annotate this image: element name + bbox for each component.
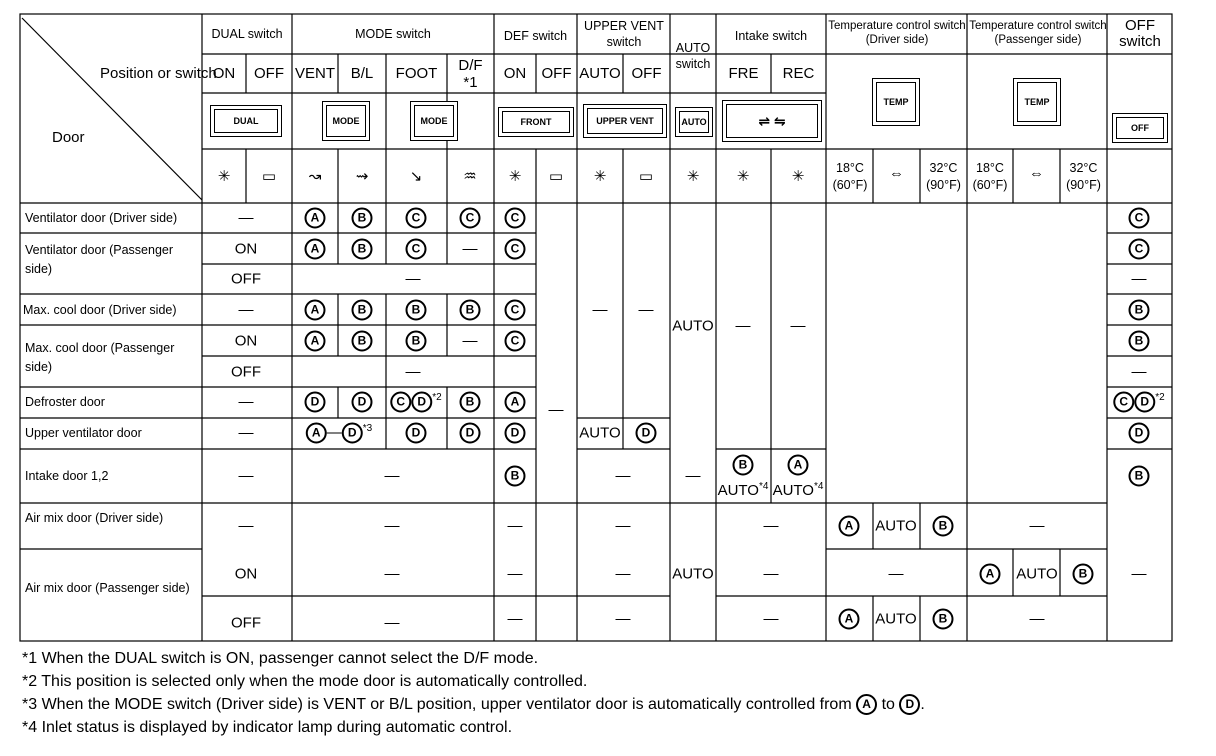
cell-value: — <box>1131 270 1147 288</box>
cell-value: — <box>638 301 654 319</box>
temp-driver-high: 32°C <box>929 161 958 175</box>
temp-driver-arrow: ⇔ <box>889 165 904 182</box>
door-position-marker: C <box>1113 392 1134 413</box>
off-switch-header: OFF switch <box>1119 17 1161 50</box>
door-position-marker: C <box>406 239 427 260</box>
door-position-marker: C <box>390 392 411 413</box>
cell-value: — <box>1029 517 1045 535</box>
door-position-marker: C <box>1129 239 1150 260</box>
cell-value: — <box>615 565 631 583</box>
door-position-marker: D <box>460 423 481 444</box>
door-position-marker: B <box>406 300 427 321</box>
door-position-marker: B <box>406 331 427 352</box>
door-position-marker: B <box>460 392 481 413</box>
rec-indicator-icon: ✳ <box>791 168 805 185</box>
footnote-3-to: D <box>899 694 920 715</box>
cell-value: — <box>507 610 523 628</box>
upper-vent-mode-cell <box>306 423 372 444</box>
door-position-marker: B <box>352 331 373 352</box>
cell-value: — <box>326 423 342 441</box>
door-position-marker: B <box>352 239 373 260</box>
temp-pass-arrow: ⇔ <box>1029 165 1044 182</box>
cell-value: AUTO <box>772 482 814 499</box>
row-vent-driver: Ventilator door (Driver side) <box>25 211 178 225</box>
mode-switch-button-2: MODE <box>410 101 458 141</box>
door-position-marker: D <box>1129 423 1150 444</box>
footnote-ref: *2 <box>432 391 442 403</box>
cell-value: — <box>462 332 478 350</box>
front-def-switch-button: FRONT <box>498 107 574 137</box>
door-position-marker: A <box>788 455 809 476</box>
def-on-indicator-icon: ✳ <box>508 168 522 185</box>
cell-value: — <box>384 467 400 485</box>
pos-dual-off: OFF <box>254 65 284 82</box>
mode-switch-header: MODE switch <box>355 27 431 41</box>
cell-value: — <box>384 517 400 535</box>
cell-value: — <box>763 565 779 583</box>
footnote-2: *2 This position is selected only when the mode door is automatically controlled. <box>22 673 588 690</box>
door-position-marker: B <box>1129 466 1150 487</box>
cell-value: — <box>238 467 254 485</box>
pos-dual-on: ON <box>212 65 236 82</box>
cell-value: AUTO <box>672 565 714 583</box>
door-position-marker: D <box>1134 392 1155 413</box>
cell-value: — <box>685 467 701 485</box>
cell-value: — <box>615 467 631 485</box>
cell-value: ON <box>234 332 258 350</box>
cell-value: — <box>615 610 631 628</box>
door-position-marker: C <box>460 208 481 229</box>
door-position-marker: A <box>305 300 326 321</box>
door-position-marker: A <box>980 564 1001 585</box>
cell-value: AUTO <box>875 610 917 628</box>
temp-pass-low-f: (60°F) <box>972 178 1008 192</box>
door-position-marker: D <box>636 423 657 444</box>
intake-switch-header: Intake switch <box>734 29 808 43</box>
door-position-marker: B <box>460 300 481 321</box>
pos-uv-auto: AUTO <box>579 65 621 82</box>
footnote-ref: *3 <box>362 422 373 434</box>
cell-value: — <box>238 301 254 319</box>
cell-value: OFF <box>231 614 261 632</box>
fre-indicator-icon: ✳ <box>736 168 750 185</box>
door-position-marker: C <box>406 208 427 229</box>
temp-driver-low-f: (60°F) <box>832 178 868 192</box>
temp-driver-high-f: (90°F) <box>926 178 961 192</box>
footnote-3-to-word: to <box>881 696 895 713</box>
cell-value: ON <box>234 565 258 583</box>
row-intake: Intake door 1,2 <box>25 469 109 483</box>
door-position-marker: C <box>1129 208 1150 229</box>
cell-value: — <box>888 565 904 583</box>
defroster-foot-cell <box>390 392 441 413</box>
temp-pass-high-f: (90°F) <box>1066 178 1101 192</box>
cell-value: ON <box>234 240 258 258</box>
upper-vent-switch-button: UPPER VENT <box>583 104 667 138</box>
door-position-marker: C <box>505 208 526 229</box>
vent-mode-icon: ↝ <box>308 168 322 185</box>
footnote-4: *4 Inlet status is displayed by indicator lamp during automatic control. <box>22 719 513 736</box>
row-airmix-driver: Air mix door (Driver side) <box>25 511 164 525</box>
temp-driver-low: 18°C <box>836 161 864 175</box>
def-off-indicator-icon: ▭ <box>548 168 564 185</box>
cell-value: — <box>507 517 523 535</box>
footnote-3-text: *3 When the MODE switch (Driver side) is VENT or B/L position, upper ventilator door is automatically controlled from <box>22 696 852 713</box>
auto-switch-header: AUTO switch <box>675 41 711 71</box>
temp-driver-header: Temperature control switch (Driver side) <box>828 20 966 46</box>
cell-value: — <box>763 517 779 535</box>
cell-value: — <box>507 565 523 583</box>
door-position-marker: B <box>933 516 954 537</box>
cell-value: — <box>548 401 564 419</box>
door-position-marker: A <box>306 423 327 444</box>
door-position-marker: B <box>1129 331 1150 352</box>
door-position-marker: B <box>1073 564 1094 585</box>
cell-value: — <box>735 317 751 335</box>
door-position-marker: A <box>839 516 860 537</box>
cell-value: — <box>1131 363 1147 381</box>
door-position-marker: A <box>305 331 326 352</box>
footnote-ref: *4 <box>813 481 824 492</box>
door-position-marker: A <box>305 208 326 229</box>
cell-value: — <box>592 301 608 319</box>
door-position-marker: D <box>406 423 427 444</box>
cell-value: AUTO <box>579 424 621 442</box>
door-position-marker: D <box>352 392 373 413</box>
door-position-marker: B <box>933 609 954 630</box>
door-position-marker: D <box>411 392 432 413</box>
cell-value: — <box>384 614 400 632</box>
cell-value: — <box>763 610 779 628</box>
intake-fre-auto-cell <box>718 481 769 499</box>
pos-fre: FRE <box>728 65 759 82</box>
pos-foot: FOOT <box>395 65 438 82</box>
mode-switch-button-1: MODE <box>322 101 370 141</box>
door-position-marker: D <box>505 423 526 444</box>
upper-vent-switch-header: UPPER VENT switch <box>584 19 664 49</box>
temp-pass-low: 18°C <box>976 161 1004 175</box>
row-vent-passenger: Ventilator door (Passenger side) <box>25 243 174 276</box>
door-position-marker: B <box>1129 300 1150 321</box>
door-position-marker: C <box>505 331 526 352</box>
footnote-ref: *2 <box>1155 391 1165 403</box>
pos-def-off: OFF <box>541 65 572 82</box>
intake-switch-button: ⇌ ⇋ <box>722 100 822 142</box>
cell-value: — <box>238 517 254 535</box>
cell-value: AUTO <box>672 317 714 335</box>
door-position-marker: B <box>505 466 526 487</box>
door-position-marker: B <box>352 208 373 229</box>
cell-value: — <box>238 209 254 227</box>
door-position-marker: D <box>342 423 363 444</box>
footnote-3 <box>22 694 925 716</box>
pos-uv-off: OFF <box>631 65 662 82</box>
footnote-3-period: . <box>920 696 925 713</box>
indicator-on-icon: ✳ <box>217 168 231 185</box>
row-maxcool-driver: Max. cool door (Driver side) <box>23 303 177 317</box>
pos-rec: REC <box>782 65 815 82</box>
upper-vent-off-icon: ▭ <box>638 168 654 185</box>
door-position-marker: C <box>505 239 526 260</box>
row-airmix-passenger: Air mix door (Passenger side) <box>25 581 190 595</box>
temp-driver-switch-button: TEMP <box>872 78 920 126</box>
door-position-marker: A <box>505 392 526 413</box>
cell-value: — <box>462 240 478 258</box>
door-position-marker: B <box>352 300 373 321</box>
dual-switch-button: DUAL <box>210 105 282 137</box>
door-position-marker: A <box>305 239 326 260</box>
cell-value: AUTO <box>875 517 917 535</box>
cell-value: AUTO <box>1016 565 1058 583</box>
cell-value: — <box>615 517 631 535</box>
cell-value: — <box>1131 565 1147 583</box>
cell-value: — <box>790 317 806 335</box>
def-switch-header: DEF switch <box>503 29 568 43</box>
cell-value: OFF <box>231 363 261 381</box>
corner-door-label: Door <box>52 129 85 146</box>
pos-df: D/F <box>458 57 483 74</box>
cell-value: — <box>405 363 421 381</box>
defroster-off-cell <box>1113 392 1164 413</box>
cell-value: — <box>405 270 421 288</box>
door-position-marker: C <box>505 300 526 321</box>
door-position-marker: A <box>839 609 860 630</box>
auto-indicator-icon: ✳ <box>686 168 700 185</box>
temp-passenger-header: Temperature control switch (Passenger side) <box>969 20 1107 46</box>
auto-switch-button: AUTO <box>675 107 713 137</box>
cell-value: — <box>238 393 254 411</box>
row-defroster: Defroster door <box>25 395 105 409</box>
row-maxcool-passenger: Max. cool door (Passenger side) <box>25 341 175 374</box>
pos-vent: VENT <box>294 65 335 82</box>
foot-mode-icon: ↘ <box>409 168 423 185</box>
cell-value: — <box>384 565 400 583</box>
upper-vent-auto-icon: ✳ <box>593 168 607 185</box>
off-switch-button: OFF <box>1112 113 1168 143</box>
door-position-marker: B <box>733 455 754 476</box>
cell-value: OFF <box>231 270 261 288</box>
footnote-3-from: A <box>856 694 877 715</box>
bilevel-mode-icon: ⇝ <box>355 168 369 185</box>
indicator-off-icon: ▭ <box>261 168 277 185</box>
door-position-marker: D <box>305 392 326 413</box>
temp-pass-high: 32°C <box>1069 161 1098 175</box>
temp-passenger-switch-button: TEMP <box>1013 78 1061 126</box>
defrost-foot-mode-icon: ♒ <box>463 168 477 185</box>
pos-df-note: *1 <box>463 74 478 91</box>
corner-position-label: Position or switch <box>100 65 217 82</box>
pos-bl: B/L <box>350 65 374 82</box>
pos-def-on: ON <box>503 65 527 82</box>
footnote-ref: *4 <box>758 481 769 492</box>
row-upper-vent: Upper ventilator door <box>25 426 142 440</box>
cell-value: — <box>238 424 254 442</box>
dual-switch-header: DUAL switch <box>211 27 283 41</box>
cell-value: AUTO <box>717 482 759 499</box>
cell-value: — <box>1029 610 1045 628</box>
intake-rec-auto-cell <box>773 481 824 499</box>
footnote-1: *1 When the DUAL switch is ON, passenger cannot select the D/F mode. <box>22 650 539 667</box>
